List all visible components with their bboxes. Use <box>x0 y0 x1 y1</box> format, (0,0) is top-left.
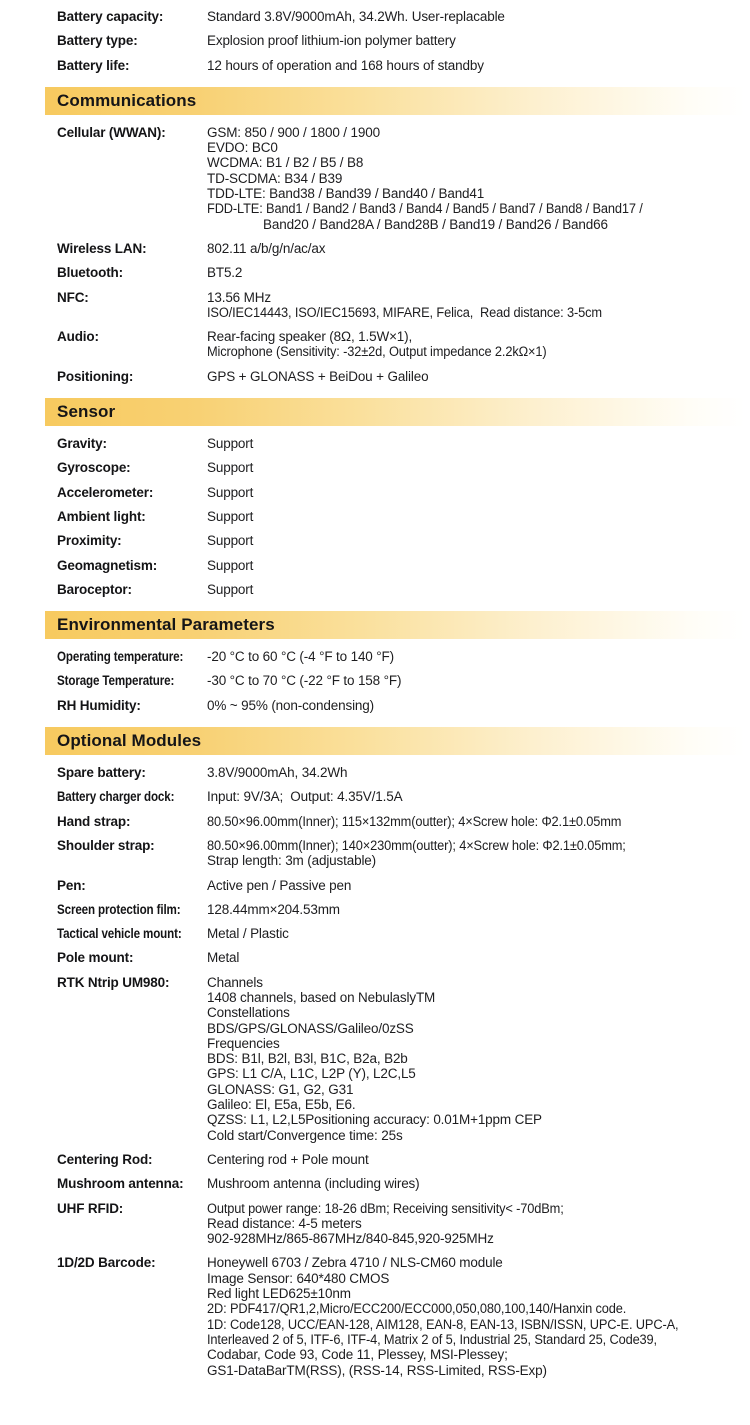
section-title: Communications <box>57 91 197 111</box>
spec-value-line: -30 °C to 70 °C (-22 °F to 158 °F) <box>207 673 402 689</box>
spec-value-line: 128.44mm×204.53mm <box>207 901 340 917</box>
spec-row <box>0 926 750 941</box>
spec-value-line: Support <box>207 436 254 452</box>
spec-row <box>0 265 750 280</box>
spec-value-line: 902-928MHz/865-867MHz/840-845,920-925MHz <box>207 1231 494 1247</box>
spec-value-line: 802.11 a/b/g/n/ac/ax <box>207 240 326 256</box>
spec-label: Operating temperature: <box>57 649 184 665</box>
spec-value <box>207 1152 750 1167</box>
spec-value-line: EVDO: BC0 <box>207 140 278 156</box>
spec-label: Battery charger dock: <box>57 789 175 805</box>
section-title: Optional Modules <box>57 731 202 751</box>
spec-value-line: Support <box>207 508 254 524</box>
spec-value-line: GSM: 850 / 900 / 1800 / 1900 <box>207 124 380 140</box>
spec-value <box>207 241 750 256</box>
spec-value <box>207 265 750 280</box>
spec-value-line: GS1-DataBarTM(RSS), (RSS-14, RSS-Limited, RSS-Exp) <box>207 1362 547 1378</box>
spec-value-line: QZSS: L1, L2,L5Positioning accuracy: 0.01M+1ppm CEP <box>207 1112 542 1128</box>
spec-row <box>0 698 750 713</box>
spec-row <box>0 1152 750 1167</box>
spec-value-line: Image Sensor: 640*480 CMOS <box>207 1270 390 1286</box>
spec-label: Hand strap: <box>57 813 131 829</box>
spec-label: Battery capacity: <box>57 9 164 24</box>
spec-value-line: BDS/GPS/GLONASS/Galileo/0zSS <box>207 1020 414 1036</box>
spec-label: Pole mount: <box>57 950 134 966</box>
spec-row <box>0 878 750 893</box>
spec-label: Pen: <box>57 877 86 893</box>
spec-label: Geomagnetism: <box>57 557 158 573</box>
spec-row <box>0 436 750 451</box>
spec-value <box>207 9 750 24</box>
spec-value <box>207 814 750 829</box>
spec-value <box>207 649 750 664</box>
spec-value <box>207 1201 750 1247</box>
spec-row <box>0 329 750 360</box>
spec-value-line: GPS + GLONASS + BeiDou + Galileo <box>207 368 429 384</box>
spec-row <box>0 9 750 24</box>
spec-value-line: Output power range: 18-26 dBm; Receiving sensitivity< -70dBm; <box>207 1200 564 1216</box>
spec-value-line: Band20 / Band28A / Band28B / Band19 / Band26 / Band66 <box>263 216 608 232</box>
spec-row <box>0 814 750 829</box>
spec-label: Accelerometer: <box>57 484 154 500</box>
spec-value <box>207 673 750 688</box>
spec-value <box>207 765 750 780</box>
spec-row <box>0 558 750 573</box>
spec-value <box>207 582 750 597</box>
spec-value-line: Metal / Plastic <box>207 926 289 942</box>
spec-label: UHF RFID: <box>57 1200 124 1216</box>
spec-label: Bluetooth: <box>57 265 123 281</box>
section-title: Environmental Parameters <box>57 615 275 635</box>
spec-row <box>0 533 750 548</box>
spec-value-line: ISO/IEC14443, ISO/IEC15693, MIFARE, Felica, Read distance: 3-5cm <box>207 304 602 320</box>
spec-label: RH Humidity: <box>57 697 141 713</box>
spec-value-line: Constellations <box>207 1005 290 1021</box>
spec-value-line: Interleaved 2 of 5, ITF-6, ITF-4, Matrix 2 of 5, Industrial 25, Standard 25, Code39, <box>207 1331 657 1347</box>
spec-value <box>207 558 750 573</box>
spec-value-line: Input: 9V/3A; Output: 4.35V/1.5A <box>207 789 403 805</box>
spec-value <box>207 329 750 360</box>
spec-label: Screen protection film: <box>57 901 181 917</box>
spec-value <box>207 460 750 475</box>
spec-row <box>0 1201 750 1247</box>
spec-value-line: Support <box>207 460 254 476</box>
spec-value <box>207 878 750 893</box>
spec-value-line: 12 hours of operation and 168 hours of standby <box>207 57 484 73</box>
spec-value <box>207 1176 750 1191</box>
spec-value-line: Explosion proof lithium-ion polymer battery <box>207 33 456 49</box>
spec-value-line: BT5.2 <box>207 265 243 281</box>
spec-row <box>0 58 750 73</box>
spec-value-line: Cold start/Convergence time: 25s <box>207 1127 403 1143</box>
spec-label: Storage Temperature: <box>57 673 175 689</box>
spec-value-line: Support <box>207 533 254 549</box>
section-title: Sensor <box>57 402 116 422</box>
section-header-band <box>45 398 745 426</box>
spec-row <box>0 125 750 232</box>
spec-label: Mushroom antenna: <box>57 1176 184 1192</box>
section-header-band <box>45 727 745 755</box>
spec-value <box>207 789 750 804</box>
spec-value-line: 80.50×96.00mm(Inner); 140×230mm(outter); 4×Screw hole: Φ2.1±0.05mm; <box>207 837 626 853</box>
spec-label: Proximity: <box>57 533 122 549</box>
spec-value-line: GLONASS: G1, G2, G31 <box>207 1081 354 1097</box>
spec-value-line: 13.56 MHz <box>207 289 271 305</box>
spec-row <box>0 975 750 1143</box>
spec-value <box>207 838 750 869</box>
spec-row <box>0 902 750 917</box>
spec-value-line: TD-SCDMA: B34 / B39 <box>207 170 343 186</box>
spec-value <box>207 950 750 965</box>
spec-value <box>207 290 750 321</box>
spec-label: Audio: <box>57 329 99 345</box>
spec-value-line: 2D: PDF417/QR1,2,Micro/ECC200/ECC000,050,080,100,140/Hanxin code. <box>207 1301 627 1317</box>
spec-label: RTK Ntrip UM980: <box>57 974 170 990</box>
spec-label: Battery type: <box>57 33 138 49</box>
spec-value-line: FDD-LTE: Band1 / Band2 / Band3 / Band4 / Band5 / Band7 / Band8 / Band17 / <box>207 201 643 217</box>
spec-row <box>0 485 750 500</box>
spec-value-line: BDS: B1l, B2l, B3l, B1C, B2a, B2b <box>207 1051 408 1067</box>
spec-row <box>0 673 750 688</box>
spec-label: 1D/2D Barcode: <box>57 1255 156 1271</box>
spec-value-line: TDD-LTE: Band38 / Band39 / Band40 / Band41 <box>207 186 485 202</box>
spec-label: Gyroscope: <box>57 460 131 476</box>
spec-value-line: Read distance: 4-5 meters <box>207 1215 362 1231</box>
spec-row <box>0 838 750 869</box>
spec-value-line: Red light LED625±10nm <box>207 1286 351 1302</box>
spec-value <box>207 58 750 73</box>
spec-value-line: Support <box>207 557 254 573</box>
spec-value <box>207 485 750 500</box>
spec-value <box>207 533 750 548</box>
spec-row <box>0 33 750 48</box>
spec-value-line: Metal <box>207 950 240 966</box>
spec-value <box>207 33 750 48</box>
spec-value <box>207 436 750 451</box>
spec-label: Positioning: <box>57 368 134 384</box>
spec-value-line: Standard 3.8V/9000mAh, 34.2Wh. User-replacable <box>207 9 505 24</box>
spec-row <box>0 950 750 965</box>
spec-value-line: 1D: Code128, UCC/EAN-128, AIM128, EAN-8, EAN-13, ISBN/ISSN, UPC-E. UPC-A, <box>207 1316 679 1332</box>
spec-value-line: 1408 channels, based on NebulaslyTM <box>207 989 436 1005</box>
spec-label: Baroceptor: <box>57 581 132 597</box>
section-header-band <box>45 87 745 115</box>
spec-row <box>0 1176 750 1191</box>
spec-label: Battery life: <box>57 57 130 73</box>
spec-value <box>207 902 750 917</box>
spec-value <box>207 125 750 232</box>
section-header-band <box>45 611 745 639</box>
spec-label: Gravity: <box>57 436 107 452</box>
spec-value <box>207 698 750 713</box>
spec-label: Ambient light: <box>57 508 146 524</box>
spec-label: Wireless LAN: <box>57 240 147 256</box>
spec-row <box>0 460 750 475</box>
spec-value-line: Honeywell 6703 / Zebra 4710 / NLS-CM60 module <box>207 1255 503 1271</box>
spec-value-line: Support <box>207 581 254 597</box>
spec-label: Cellular (WWAN): <box>57 124 166 140</box>
spec-value-line: 80.50×96.00mm(Inner); 115×132mm(outter); 4×Screw hole: Φ2.1±0.05mm <box>207 813 622 829</box>
spec-value <box>207 509 750 524</box>
spec-label: Centering Rod: <box>57 1151 153 1167</box>
spec-row <box>0 649 750 664</box>
spec-value <box>207 975 750 1143</box>
spec-value-line: 0% ~ 95% (non-condensing) <box>207 697 374 713</box>
spec-value-line: Strap length: 3m (adjustable) <box>207 853 376 869</box>
spec-row <box>0 1255 750 1377</box>
spec-value-line: Microphone (Sensitivity: -32±2d, Output impedance 2.2kΩ×1) <box>207 344 547 360</box>
spec-value-line: Support <box>207 484 254 500</box>
spec-row <box>0 765 750 780</box>
spec-row <box>0 369 750 384</box>
spec-value <box>207 1255 750 1377</box>
spec-value-line: Rear-facing speaker (8Ω, 1.5W×1), <box>207 329 413 345</box>
spec-value <box>207 926 750 941</box>
spec-value <box>207 369 750 384</box>
spec-value-line: Galileo: El, E5a, E5b, E6. <box>207 1097 356 1113</box>
spec-value-line: Mushroom antenna (including wires) <box>207 1176 420 1192</box>
spec-value-line: 3.8V/9000mAh, 34.2Wh <box>207 765 348 781</box>
spec-label: Shoulder strap: <box>57 837 155 853</box>
spec-value-line: -20 °C to 60 °C (-4 °F to 140 °F) <box>207 649 394 665</box>
spec-value-line: Codabar, Code 93, Code 11, Plessey, MSI-Plessey; <box>207 1347 508 1363</box>
spec-label: NFC: <box>57 289 89 305</box>
spec-row <box>0 582 750 597</box>
spec-value-line: Centering rod + Pole mount <box>207 1151 369 1167</box>
spec-row <box>0 290 750 321</box>
spec-label: Tactical vehicle mount: <box>57 926 182 942</box>
spec-value-line: Active pen / Passive pen <box>207 877 352 893</box>
spec-row <box>0 789 750 804</box>
spec-row <box>0 509 750 524</box>
spec-value-line: Channels <box>207 974 263 990</box>
spec-row <box>0 241 750 256</box>
spec-value-line: Frequencies <box>207 1035 280 1051</box>
spec-value-line: GPS: L1 C/A, L1C, L2P (Y), L2C,L5 <box>207 1066 416 1082</box>
spec-value-line: WCDMA: B1 / B2 / B5 / B8 <box>207 155 364 171</box>
spec-label: Spare battery: <box>57 765 146 781</box>
